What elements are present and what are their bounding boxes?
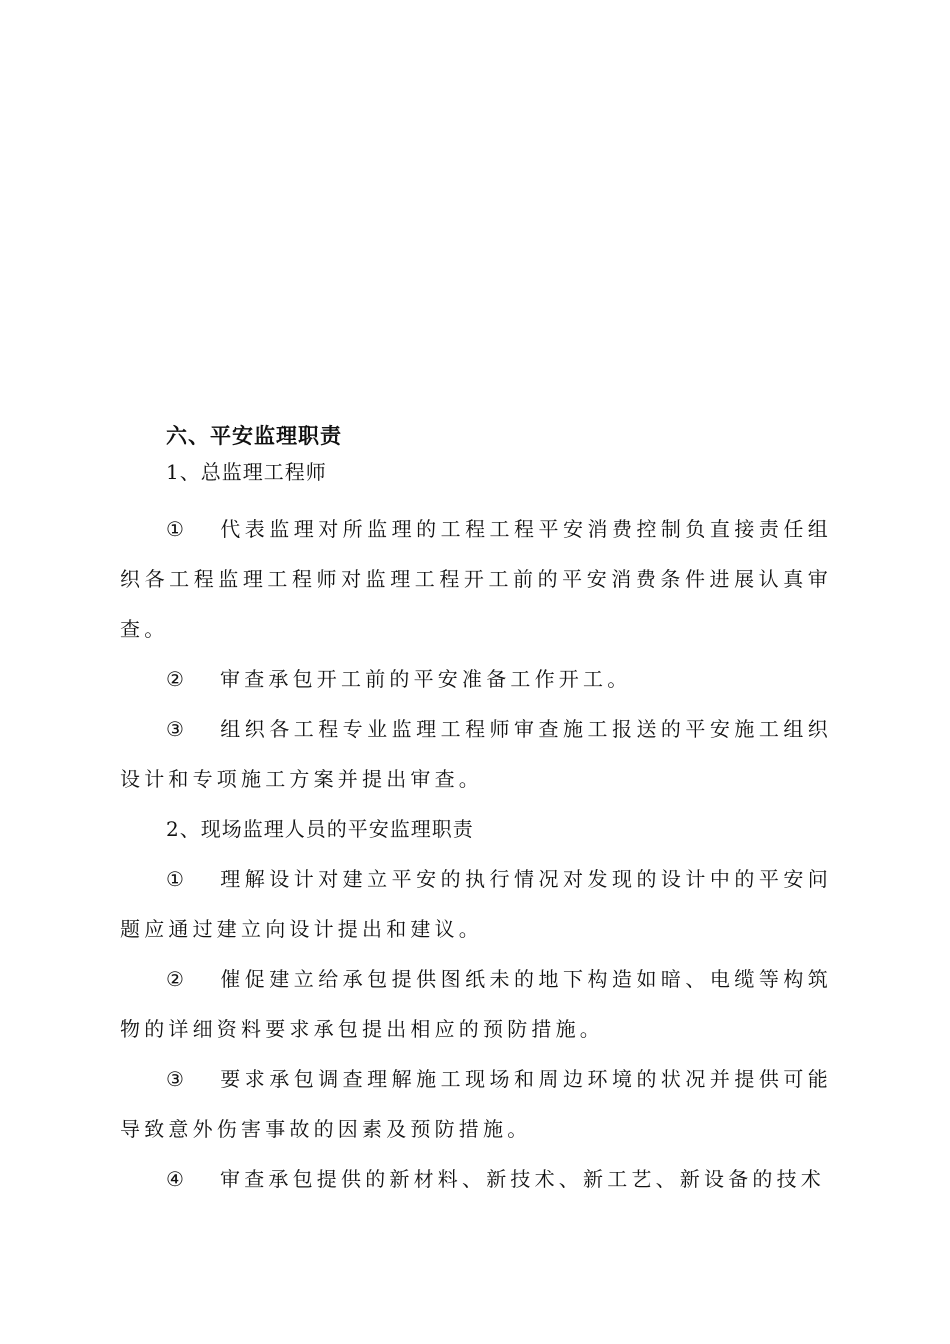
item-number: ④	[166, 1167, 189, 1191]
item-text: 审查承包提供的新材料、新技术、新工艺、新设备的技术	[220, 1167, 825, 1191]
item-text: 理解设计对建立平安的执行情况对发现的设计中的平安问题应通过建立向设计提出和建议。	[120, 867, 832, 941]
item-number: ②	[166, 667, 189, 691]
part2-item-4	[120, 1154, 832, 1204]
item-text: 审查承包开工前的平安准备工作开工。	[220, 667, 632, 691]
part1-item-1	[120, 504, 832, 654]
item-text: 要求承包调查理解施工现场和周边环境的状况并提供可能导致意外伤害事故的因素及预防措施。	[120, 1067, 832, 1141]
item-number: ①	[166, 867, 189, 891]
part1-title: 1、总监理工程师	[166, 460, 327, 484]
page-content	[120, 418, 832, 1204]
part2-item-3	[120, 1054, 832, 1154]
part2-item-1	[120, 854, 832, 954]
part1-item-3	[120, 704, 832, 804]
part2-item-2	[120, 954, 832, 1054]
item-number: ③	[166, 717, 189, 741]
part2-title: 2、现场监理人员的平安监理职责	[166, 817, 474, 841]
item-text: 组织各工程专业监理工程师审查施工报送的平安施工组织设计和专项施工方案并提出审查。	[120, 717, 832, 791]
item-text: 代表监理对所监理的工程工程平安消费控制负直接责任组织各工程监理工程师对监理工程开工前的平安消费条件进展认真审查。	[120, 517, 832, 641]
section-heading: 六、平安监理职责	[166, 424, 342, 448]
item-number: ②	[166, 967, 189, 991]
item-text: 催促建立给承包提供图纸未的地下构造如暗、电缆等构筑物的详细资料要求承包提出相应的预防措施。	[120, 967, 832, 1041]
item-number: ①	[166, 517, 189, 541]
part1-item-2	[120, 654, 832, 704]
item-number: ③	[166, 1067, 189, 1091]
